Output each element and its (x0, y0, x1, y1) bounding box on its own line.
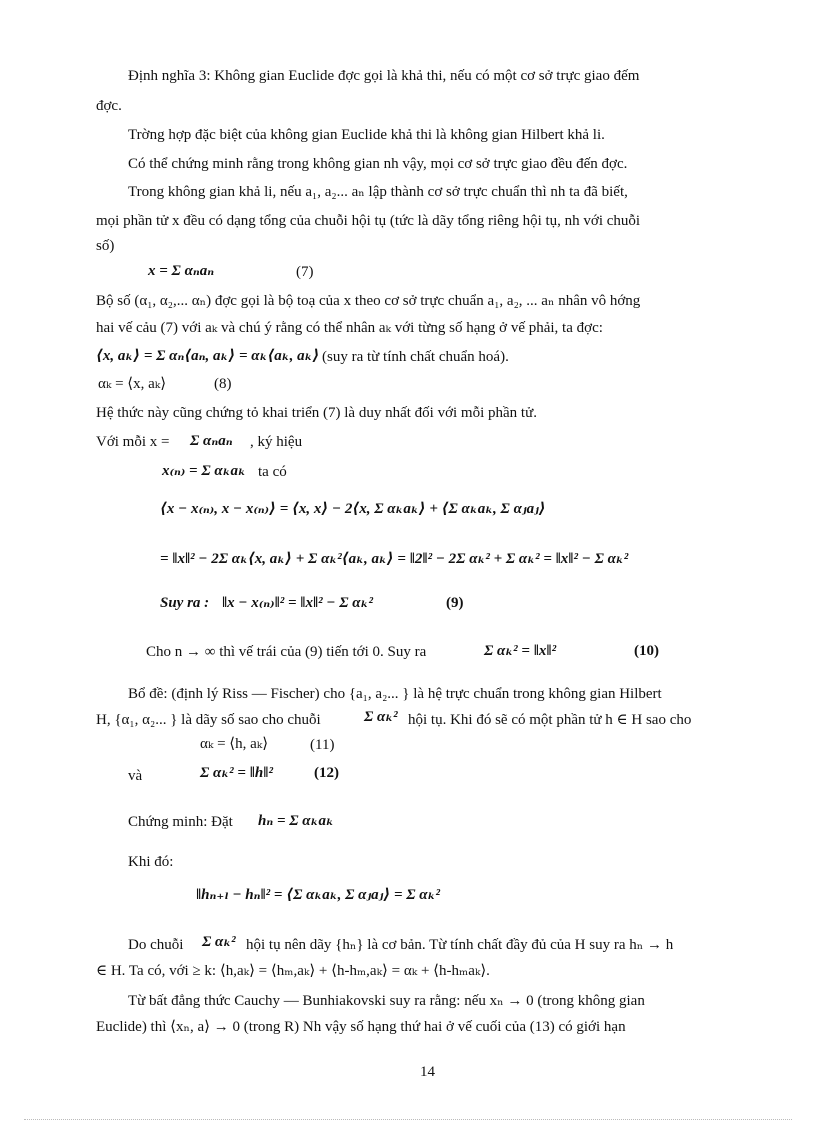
equation-9: ‖x − x₍ₙ₎‖² = ‖x‖² − Σ αₖ² (222, 595, 373, 611)
coordinates-line-2: hai vế cảu (7) với aₖ và chú ý rằng có thể nhân aₖ với từng số hạng ở vế phải, ta đợc: (96, 320, 603, 336)
limit-computation: ∈ H. Ta có, với ≥ k: ⟨h,aₖ⟩ = ⟨hₘ,aₖ⟩ + ⟨h-hₘ,aₖ⟩ = αₖ + ⟨h-hₘaₖ⟩. (96, 963, 490, 979)
equation-10-number: (10) (634, 643, 659, 659)
partial-sum-followup: ta có (258, 464, 287, 480)
equation-9-lead: Suy ra : (160, 595, 210, 611)
equation-9-number: (9) (446, 595, 464, 611)
cauchy-series: Σ αₖ² (202, 934, 236, 950)
paragraph-separable-line-1: Trong không gian khả li, nếu a₁, a₂... aₙ lập thành cơ sở trực chuẩn thì nh ta đã biết, (128, 184, 628, 200)
expansion-line-2: = ‖x‖² − 2Σ αₖ⟨x, aₖ⟩ + Σ αₖ²⟨aₖ, aₖ⟩ = ‖2‖² − 2Σ αₖ² + Σ αₖ² = ‖x‖² − Σ αₖ² (160, 551, 629, 567)
proof-intro: Chứng minh: Đặt (128, 814, 233, 830)
cauchy-line-1-start: Do chuỗi (128, 937, 184, 953)
uniqueness-statement: Hệ thức này cũng chứng tỏ khai triển (7) là duy nhất đối với mỗi phần tử. (96, 405, 537, 421)
partial-sum-definition: x₍ₙ₎ = Σ αₖaₖ (162, 463, 246, 479)
page-number: 14 (420, 1064, 435, 1080)
proof-definition: hₙ = Σ αₖaₖ (258, 813, 334, 829)
cauchy-estimate: ‖hₙ₊ₗ − hₙ‖² = ⟨Σ αₖaₖ, Σ αⱼaⱼ⟩ = Σ αₖ² (196, 887, 440, 903)
equation-7-number: (7) (296, 264, 314, 280)
definition-3-line-2: đợc. (96, 98, 122, 114)
equation-7: x = Σ αₙaₙ (148, 263, 215, 279)
equation-11-number: (11) (310, 737, 335, 753)
paragraph-orthogonal-basis: Có thể chứng minh rằng trong không gian nh vậy, mọi cơ sở trực giao đều đến đợc. (128, 156, 628, 172)
notation-label: , ký hiệu (250, 434, 303, 450)
cauchy-line-1-end: hội tụ nên dãy {hₙ} là cơ bản. Từ tính chất đầy đủ của H suy ra hₙ → h (246, 937, 674, 953)
lemma-series: Σ αₖ² (364, 709, 398, 725)
then-label: Khi đó: (128, 854, 174, 870)
equation-11: αₖ = ⟨h, aₖ⟩ (200, 736, 269, 752)
cauchy-bunhiakovski-line-1: Từ bất đẳng thức Cauchy — Bunhiakovski suy ra rằng: nếu xₙ → 0 (trong không gian (128, 993, 645, 1009)
limit-statement: Cho n → ∞ thì vế trái của (9) tiến tới 0. Suy ra (146, 644, 427, 660)
expansion-line-1: ⟨x − x₍ₙ₎, x − x₍ₙ₎⟩ = ⟨x, x⟩ − 2⟨x, Σ αₖaₖ⟩ + ⟨Σ αₖaₖ, Σ αⱼaⱼ⟩ (160, 501, 546, 517)
equation-12: Σ αₖ² = ‖h‖² (200, 765, 273, 781)
equation-10: Σ αₖ² = ‖x‖² (484, 643, 557, 659)
coordinates-line-1: Bộ số (α₁, α₂,... αₙ) đợc gọi là bộ toạ của x theo cơ sở trực chuẩn a₁, a₂, ... aₙ nhân vô hớng (96, 293, 641, 309)
series-expression: Σ αₙaₙ (190, 433, 233, 449)
paragraph-separable-line-3: số) (96, 238, 115, 254)
paragraph-separable-line-2: mọi phần tử x đều có dạng tổng của chuỗi hội tụ (tức là dãy tổng riêng hội tụ, nh với chuỗi (96, 213, 641, 229)
lemma-line-1: Bổ đề: (định lý Riss — Fischer) cho {a₁, a₂... } là hệ trực chuẩn trong không gian Hilbert (128, 686, 662, 702)
notation-intro: Với mỗi x = (96, 434, 170, 450)
lemma-line-2-end: hội tụ. Khi đó sẽ có một phần tử h ∈ H sao cho (408, 712, 692, 728)
equation-8-number: (8) (214, 376, 232, 392)
lemma-line-2-start: H, {α₁, α₂... } là dãy số sao cho chuỗi (96, 712, 321, 728)
definition-3-line-1: Định nghĩa 3: Không gian Euclide đợc gọi là khả thi, nếu có một cơ sở trực giao đếm (128, 68, 640, 84)
equation-12-number: (12) (314, 765, 339, 781)
cauchy-bunhiakovski-line-2: Euclide) thì ⟨xₙ, a⟩ → 0 (trong R) Nh vậy số hạng thứ hai ở vế cuối của (13) có giới hạn (96, 1019, 626, 1035)
and-label: và (128, 768, 143, 784)
inner-product-expansion: ⟨x, aₖ⟩ = Σ αₙ⟨aₙ, aₖ⟩ = αₖ⟨aₖ, aₖ⟩ (96, 348, 320, 364)
footer-divider (24, 1119, 792, 1120)
paragraph-hilbert: Trờng hợp đặc biệt của không gian Euclide khả thi là không gian Hilbert khả li. (128, 127, 605, 143)
equation-8: αₖ = ⟨x, aₖ⟩ (98, 376, 167, 392)
normalization-note: (suy ra từ tính chất chuẩn hoá). (322, 349, 509, 365)
